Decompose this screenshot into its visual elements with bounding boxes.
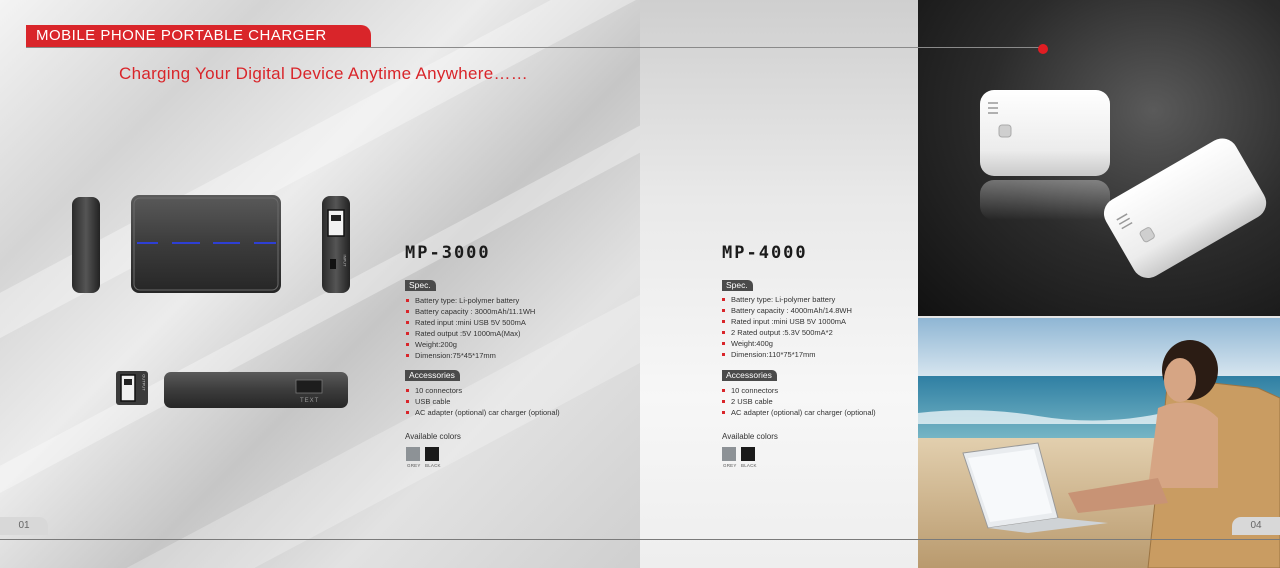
accessories-list [406, 385, 560, 418]
page-number-left: 01 [0, 517, 48, 535]
device-front-text: TEXT [300, 398, 320, 404]
product-title-mp3000: MP-3000 [405, 243, 491, 263]
brochure-header-tab: MOBILE PHONE PORTABLE CHARGER [26, 25, 371, 47]
accessory-item: AC adapter (optional) car charger (optional) [406, 407, 560, 418]
accessory-item: 2 USB cable [722, 396, 876, 407]
spec-item: Dimension:110*75*17mm [722, 349, 852, 360]
swatch-label: GREY [723, 463, 737, 468]
white-charger-upright [980, 90, 1110, 220]
swatch-label: GREY [407, 463, 421, 468]
beach-scene [918, 318, 1280, 568]
brochure-tagline: Charging Your Digital Device Anytime Anywhere…… [119, 64, 529, 83]
spec-item: Weight:200g [406, 339, 535, 350]
spec-item: Rated output :5V 1000mA(Max) [406, 328, 535, 339]
spec-item: 2 Rated output :5.3V 500mA*2 [722, 327, 852, 338]
spec-item: Battery capacity : 4000mAh/14.8WH [722, 305, 852, 316]
accessories-label: Accessories [722, 370, 777, 381]
beach-lifestyle-photo [918, 318, 1280, 568]
accessory-item: 10 connectors [406, 385, 560, 396]
header-accent-dot [1038, 44, 1048, 54]
spec-label: Spec. [722, 280, 753, 291]
product-title-mp4000: MP-4000 [722, 243, 808, 263]
grey-swatch [722, 447, 736, 461]
device-front-view [131, 195, 281, 293]
accessory-item: AC adapter (optional) car charger (optional) [722, 407, 876, 418]
spec-item: Battery type: Li-polymer battery [722, 294, 852, 305]
header-divider [26, 47, 1042, 48]
spec-item: Dimension:75*45*17mm [406, 350, 535, 361]
grey-swatch [406, 447, 420, 461]
device-top-view [164, 372, 348, 408]
accessories-label: Accessories [405, 370, 460, 381]
spec-list [722, 294, 852, 360]
spec-item: Battery type: Li-polymer battery [406, 295, 535, 306]
device-side-view [72, 197, 100, 293]
accessories-list [722, 385, 876, 418]
middle-page-background [640, 0, 918, 568]
swatch-label: BLACK [425, 463, 441, 468]
spec-item: Rated input :mini USB 5V 1000mA [722, 316, 852, 327]
bottom-port-label: OUTPUT [141, 374, 147, 391]
spec-item: Rated input :mini USB 5V 500mA [406, 317, 535, 328]
page-number-right: 04 [1232, 517, 1280, 535]
spec-label: Spec. [405, 280, 436, 291]
spec-item: Weight:400g [722, 338, 852, 349]
footer-divider [0, 539, 1280, 540]
available-colors-label: Available colors [722, 432, 778, 441]
accessory-item: USB cable [406, 396, 560, 407]
swatch-label: BLACK [741, 463, 757, 468]
white-charger-angled [1098, 133, 1272, 284]
port-label: INPUT [342, 254, 348, 267]
spec-item: Battery capacity : 3000mAh/11.1WH [406, 306, 535, 317]
spec-list [406, 295, 535, 361]
black-swatch [425, 447, 439, 461]
accessory-item: 10 connectors [722, 385, 876, 396]
available-colors-label: Available colors [405, 432, 461, 441]
black-swatch [741, 447, 755, 461]
device-port-side-view [322, 196, 350, 293]
